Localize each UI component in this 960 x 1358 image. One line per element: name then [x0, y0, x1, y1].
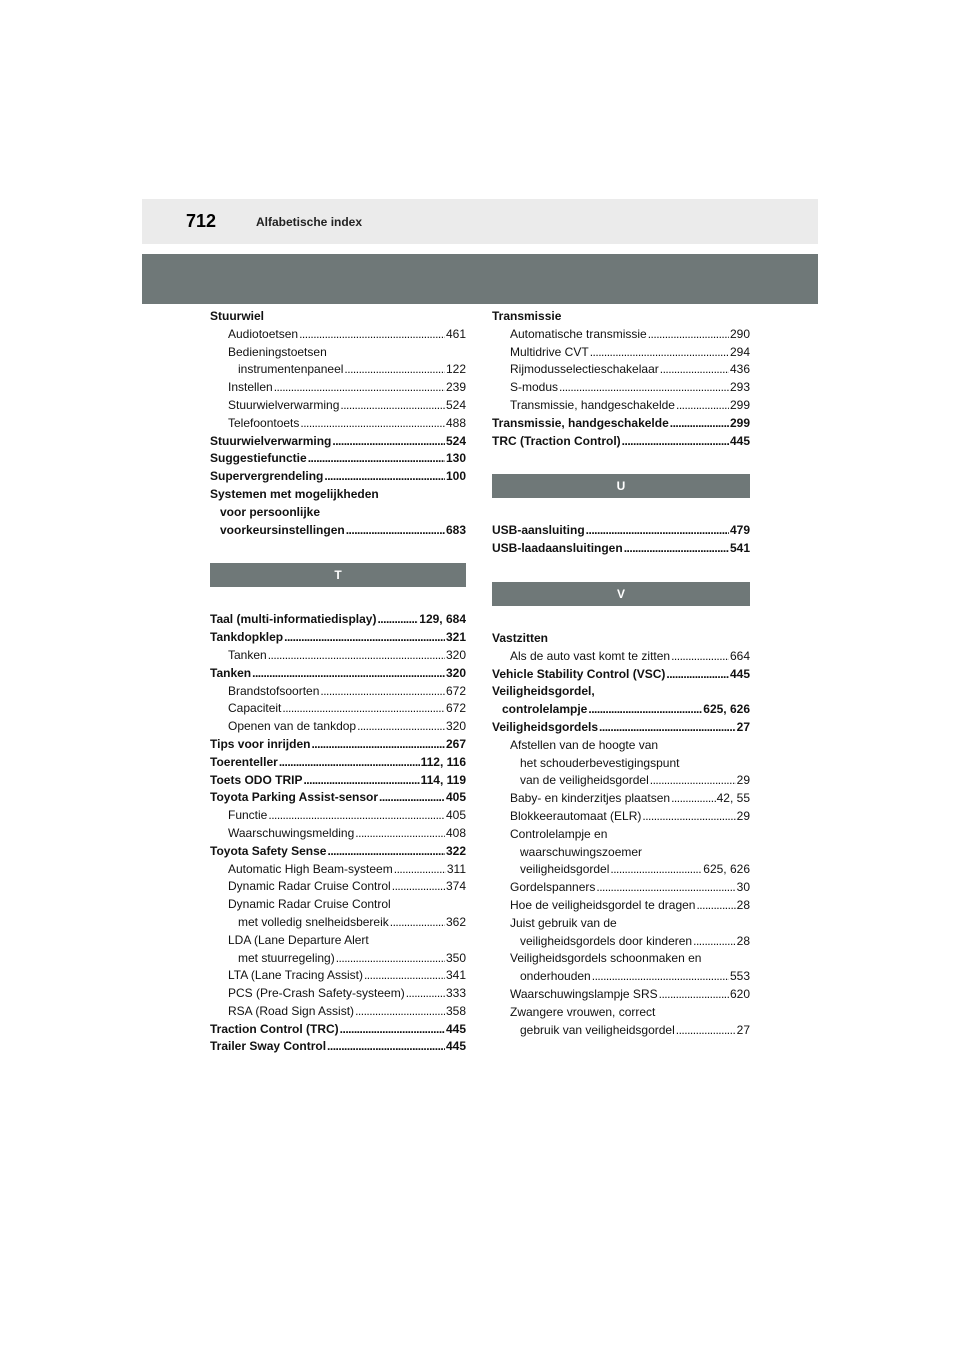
index-entry-page: 683 — [445, 522, 466, 537]
dot-leader — [284, 629, 445, 647]
index-entry-page: 461 — [445, 326, 466, 341]
index-entry-term: Multidrive CVT — [510, 344, 589, 359]
index-entry-term: Blokkeerautomaat (ELR) — [510, 808, 642, 823]
index-entry-page: 625, 626 — [703, 862, 750, 877]
index-entry-page: 445 — [729, 433, 750, 448]
index-entry — [210, 878, 466, 896]
page-header — [142, 199, 818, 244]
index-entry-term: controlelampje — [502, 702, 588, 717]
index-entry-page: 322 — [445, 843, 466, 858]
index-entry-term: PCS (Pre-Crash Safety-systeem) — [228, 986, 405, 1001]
index-entry-page: 445 — [445, 1039, 466, 1054]
index-entry — [210, 1021, 466, 1039]
header-band — [142, 254, 818, 304]
index-entry — [210, 985, 466, 1003]
index-entry-term: Dynamic Radar Cruise Control — [228, 879, 391, 894]
index-entry — [210, 379, 466, 397]
index-entry-page: 524 — [445, 433, 466, 448]
index-entry-page: 374 — [445, 879, 466, 894]
index-entry-term: Afstellen van de hoogte van — [510, 737, 659, 752]
index-entry-term: Gordelspanners — [510, 880, 596, 895]
index-entry-term: Transmissie, handgeschakelde — [510, 397, 675, 412]
dot-leader — [303, 772, 419, 790]
dot-leader — [648, 326, 729, 344]
index-entry-page: 350 — [445, 950, 466, 965]
dot-leader — [364, 967, 445, 985]
index-entry-term: LTA (Lane Tracing Assist) — [228, 968, 363, 983]
index-entry-term: Hoe de veiligheidsgordel te dragen — [510, 897, 696, 912]
letter-heading-t: T — [210, 563, 466, 587]
index-entry-page: 130 — [445, 451, 466, 466]
index-entry-page: 42, 55 — [716, 791, 750, 806]
index-entry-term: LDA (Lane Departure Alert — [228, 932, 369, 947]
index-entry-term: Supervergrendeling — [210, 469, 324, 484]
dot-leader — [660, 361, 729, 379]
dot-leader — [300, 415, 445, 433]
index-entry-page: 290 — [729, 326, 750, 341]
index-entry-page: 321 — [445, 630, 466, 645]
index-entry-term: Audiotoetsen — [228, 326, 299, 341]
index-entry-term: Automatic High Beam-systeem — [228, 861, 393, 876]
index-entry — [492, 308, 750, 326]
dot-leader — [392, 878, 445, 896]
index-entry-page: 320 — [445, 647, 466, 662]
dot-leader — [282, 700, 445, 718]
index-entry — [492, 719, 750, 737]
index-entry — [210, 308, 466, 326]
index-entry — [492, 879, 750, 897]
dot-leader — [355, 1003, 445, 1021]
index-entry — [210, 433, 466, 451]
dot-leader — [693, 933, 736, 951]
dot-leader — [327, 843, 444, 861]
dot-leader — [642, 808, 735, 826]
index-entry-term: RSA (Road Sign Assist) — [228, 1003, 355, 1018]
index-entry — [492, 737, 750, 755]
index-entry-page: 114, 119 — [420, 772, 466, 787]
index-entry-page: 122 — [445, 362, 466, 377]
index-entry — [492, 1004, 750, 1022]
index-entry — [492, 397, 750, 415]
index-entry — [492, 897, 750, 915]
index-entry-page: 28 — [736, 933, 750, 948]
index-entry-term: Functie — [228, 808, 268, 823]
index-entry-term: Vastzitten — [492, 630, 549, 645]
index-entry — [210, 736, 466, 754]
index-entry — [210, 789, 466, 807]
index-entry-term: Trailer Sway Control — [210, 1039, 327, 1054]
index-entry — [210, 326, 466, 344]
index-entry-term: Juist gebruik van de — [510, 915, 617, 930]
index-entry — [210, 450, 466, 468]
index-entry-page: 299 — [729, 415, 750, 430]
index-entry-term: Systemen met mogelijkheden — [210, 486, 379, 501]
index-entry-page: 239 — [445, 380, 466, 395]
index-entry — [492, 826, 750, 844]
index-entry-term: Rijmodusselectieschakelaar — [510, 362, 659, 377]
index-entry-term: Toyota Safety Sense — [210, 843, 327, 858]
dot-leader — [379, 789, 445, 807]
index-entry-term: S-modus — [510, 380, 559, 395]
index-entry-page: 28 — [736, 897, 750, 912]
dot-leader — [596, 879, 735, 897]
dot-leader — [279, 754, 420, 772]
index-entry-page: 29 — [736, 808, 750, 823]
dot-leader — [308, 450, 445, 468]
dot-leader — [344, 361, 445, 379]
index-entry-term: Capaciteit — [228, 701, 282, 716]
index-entry-term: Tanken — [228, 647, 267, 662]
page-number: 712 — [186, 211, 217, 231]
index-entry-term: Suggestiefunctie — [210, 451, 307, 466]
index-entry — [492, 540, 750, 558]
dot-leader — [671, 790, 716, 808]
dot-leader — [340, 397, 445, 415]
index-entry-page: 129, 684 — [419, 612, 466, 627]
index-entry-page: 436 — [729, 362, 750, 377]
index-entry-page: 405 — [445, 790, 466, 805]
index-entry — [210, 629, 466, 647]
index-entry-page: 445 — [445, 1021, 466, 1036]
index-entry — [492, 630, 750, 648]
index-entry — [210, 665, 466, 683]
index-entry — [492, 844, 750, 862]
dot-leader — [355, 825, 445, 843]
index-entry-term: Toyota Parking Assist-sensor — [210, 790, 379, 805]
index-entry-term: voor persoonlijke — [220, 504, 321, 519]
index-entry-page: 311 — [446, 861, 466, 876]
index-entry — [492, 666, 750, 684]
index-entry-term: USB-aansluiting — [492, 523, 585, 538]
dot-leader — [332, 433, 445, 451]
dot-leader — [599, 719, 736, 737]
index-entry-term: Tanken — [210, 665, 252, 680]
dot-leader — [670, 415, 729, 433]
index-entry — [492, 755, 750, 773]
dot-leader — [340, 1021, 445, 1039]
index-entry-term: Veiligheidsgordel, — [492, 684, 595, 699]
index-column-right — [492, 308, 750, 1039]
dot-leader — [336, 950, 445, 968]
index-entry-term: het schouderbevestigingspunt — [520, 755, 680, 770]
index-entry-term: Automatische transmissie — [510, 326, 647, 341]
index-entry-term: Toets ODO TRIP — [210, 772, 303, 787]
index-entry-page: 294 — [729, 344, 750, 359]
index-entry-page: 358 — [445, 1003, 466, 1018]
index-entry-term: Taal (multi-informatiedisplay) — [210, 612, 377, 627]
dot-leader — [586, 522, 729, 540]
dot-leader — [622, 433, 729, 451]
index-entry-term: Baby- en kinderzitjes plaatsen — [510, 791, 671, 806]
index-entry-page: 320 — [445, 665, 466, 680]
index-entry — [210, 861, 466, 879]
dot-leader — [377, 611, 418, 629]
index-entry — [492, 326, 750, 344]
index-entry-term: Traction Control (TRC) — [210, 1021, 339, 1036]
index-entry — [492, 344, 750, 362]
index-entry — [210, 683, 466, 701]
letter-heading-v: V — [492, 582, 750, 606]
dot-leader — [320, 683, 445, 701]
dot-leader — [676, 1022, 736, 1040]
dot-leader — [274, 379, 445, 397]
index-entry-page: 672 — [445, 683, 466, 698]
index-entry — [492, 379, 750, 397]
index-entry-page: 553 — [729, 969, 750, 984]
index-entry — [210, 504, 466, 522]
index-entry — [492, 790, 750, 808]
index-entry — [492, 915, 750, 933]
index-entry-term: Zwangere vrouwen, correct — [510, 1004, 656, 1019]
index-column-left — [210, 308, 466, 1056]
index-entry — [210, 825, 466, 843]
index-entry — [492, 861, 750, 879]
index-entry-term: Openen van de tankdop — [228, 719, 357, 734]
index-entry-page: 341 — [445, 968, 466, 983]
index-entry — [210, 950, 466, 968]
index-entry — [210, 486, 466, 504]
index-entry — [210, 754, 466, 772]
index-entry-term: Waarschuwingsmelding — [228, 825, 355, 840]
dot-leader — [252, 665, 445, 683]
index-entry-page: 479 — [729, 523, 750, 538]
index-entry — [492, 772, 750, 790]
index-entry-page: 27 — [736, 1022, 750, 1037]
dot-leader — [588, 701, 702, 719]
index-entry-page: 29 — [736, 773, 750, 788]
dot-leader — [268, 647, 445, 665]
index-entry — [210, 397, 466, 415]
index-entry — [210, 914, 466, 932]
index-entry-term: Stuurwiel — [210, 309, 265, 323]
index-entry-term: Instellen — [228, 380, 273, 395]
index-entry — [210, 932, 466, 950]
index-entry-page: 333 — [445, 986, 466, 1001]
index-entry — [492, 415, 750, 433]
index-entry-page: 625, 626 — [703, 702, 750, 717]
index-entry-term: waarschuwingszoemer — [520, 844, 643, 859]
dot-leader — [610, 861, 702, 879]
index-entry-page: 30 — [736, 880, 750, 895]
index-entry — [210, 1038, 466, 1056]
index-entry-page: 27 — [736, 719, 750, 734]
letter-heading-u: U — [492, 474, 750, 498]
index-entry-page: 112, 116 — [420, 754, 466, 769]
index-entry — [492, 361, 750, 379]
index-entry-term: Toerenteller — [210, 754, 278, 769]
index-entry — [210, 807, 466, 825]
dot-leader — [676, 397, 729, 415]
index-entry-page: 672 — [445, 701, 466, 716]
index-entry-page: 488 — [445, 415, 466, 430]
dot-leader — [327, 1038, 445, 1056]
index-entry-term: Vehicle Stability Control (VSC) — [492, 666, 666, 681]
index-entry-term: Stuurwielverwarming — [228, 397, 340, 412]
index-entry-term: Tips voor inrijden — [210, 736, 311, 751]
index-entry — [210, 344, 466, 362]
index-entry-page: 405 — [445, 808, 466, 823]
index-entry-term: Stuurwielverwarming — [210, 433, 332, 448]
dot-leader — [592, 968, 729, 986]
index-entry-page: 320 — [445, 719, 466, 734]
index-entry-term: veiligheidsgordels door kinderen — [520, 933, 693, 948]
index-entry-page: 620 — [729, 986, 750, 1001]
index-entry-page: 362 — [445, 914, 466, 929]
index-entry-term: onderhouden — [520, 969, 591, 984]
index-entry — [210, 361, 466, 379]
index-entry — [492, 1022, 750, 1040]
index-entry-term: Veiligheidsgordels — [492, 719, 599, 734]
index-entry-page: 293 — [729, 380, 750, 395]
index-entry — [492, 648, 750, 666]
dot-leader — [346, 522, 445, 540]
index-entry-page: 267 — [445, 736, 466, 751]
index-entry-term: Bedieningstoetsen — [228, 344, 327, 359]
index-entry — [492, 433, 750, 451]
dot-leader — [406, 985, 445, 1003]
index-entry-term: met volledig snelheidsbereik — [238, 914, 389, 929]
index-entry-page: 299 — [729, 397, 750, 412]
index-entry-term: TRC (Traction Control) — [492, 433, 621, 448]
index-entry-term: Als de auto vast komt te zitten — [510, 648, 671, 663]
index-entry-term: Telefoontoets — [228, 415, 300, 430]
index-entry-term: USB-laadaansluitingen — [492, 541, 623, 556]
index-entry — [210, 843, 466, 861]
index-entry — [492, 808, 750, 826]
index-entry — [210, 718, 466, 736]
dot-leader — [324, 468, 445, 486]
index-entry — [210, 772, 466, 790]
index-entry — [492, 986, 750, 1004]
index-entry-term: van de veiligheidsgordel — [520, 773, 649, 788]
index-entry-term: Veiligheidsgordels schoonmaken en — [510, 951, 702, 966]
index-entry — [210, 967, 466, 985]
dot-leader — [394, 861, 446, 879]
index-entry — [210, 1003, 466, 1021]
index-entry — [210, 522, 466, 540]
index-entry-term: Controlelampje en — [510, 826, 608, 841]
index-entry-term: Waarschuwingslampje SRS — [510, 986, 658, 1001]
index-entry-term: Dynamic Radar Cruise Control — [228, 897, 391, 912]
index-entry-page: 408 — [445, 825, 466, 840]
dot-leader — [696, 897, 735, 915]
dot-leader — [650, 772, 736, 790]
index-entry-term: Transmissie — [492, 309, 562, 323]
index-entry — [210, 647, 466, 665]
index-entry-term: Tankdopklep — [210, 630, 284, 645]
dot-leader — [624, 540, 729, 558]
index-entry-term: met stuurregeling) — [238, 950, 335, 965]
dot-leader — [268, 807, 445, 825]
index-entry-page: 100 — [445, 469, 466, 484]
index-entry-page: 664 — [729, 648, 750, 663]
dot-leader — [559, 379, 729, 397]
index-entry-term: Transmissie, handgeschakelde — [492, 415, 669, 430]
index-entry — [210, 896, 466, 914]
index-entry — [492, 522, 750, 540]
dot-leader — [590, 344, 729, 362]
index-entry — [210, 611, 466, 629]
dot-leader — [666, 666, 729, 684]
dot-leader — [659, 986, 729, 1004]
index-entry — [492, 933, 750, 951]
index-entry — [492, 968, 750, 986]
index-entry — [210, 468, 466, 486]
index-entry-page: 541 — [729, 541, 750, 556]
index-entry-page: 524 — [445, 397, 466, 412]
index-entry — [210, 700, 466, 718]
index-entry-term: veiligheidsgordel — [520, 862, 610, 877]
index-entry — [492, 683, 750, 701]
index-entry-term: gebruik van veiligheidsgordel — [520, 1022, 675, 1037]
index-entry-term: voorkeursinstellingen — [220, 522, 345, 537]
index-entry-term: instrumentenpaneel — [238, 362, 344, 377]
index-entry — [492, 950, 750, 968]
index-entry-page: 445 — [729, 666, 750, 681]
index-entry — [492, 701, 750, 719]
dot-leader — [299, 326, 445, 344]
dot-leader — [390, 914, 445, 932]
dot-leader — [357, 718, 445, 736]
dot-leader — [671, 648, 729, 666]
index-entry-term: Brandstofsoorten — [228, 683, 320, 698]
section-title: Alfabetische index — [256, 214, 363, 229]
dot-leader — [311, 736, 445, 754]
index-entry — [210, 415, 466, 433]
